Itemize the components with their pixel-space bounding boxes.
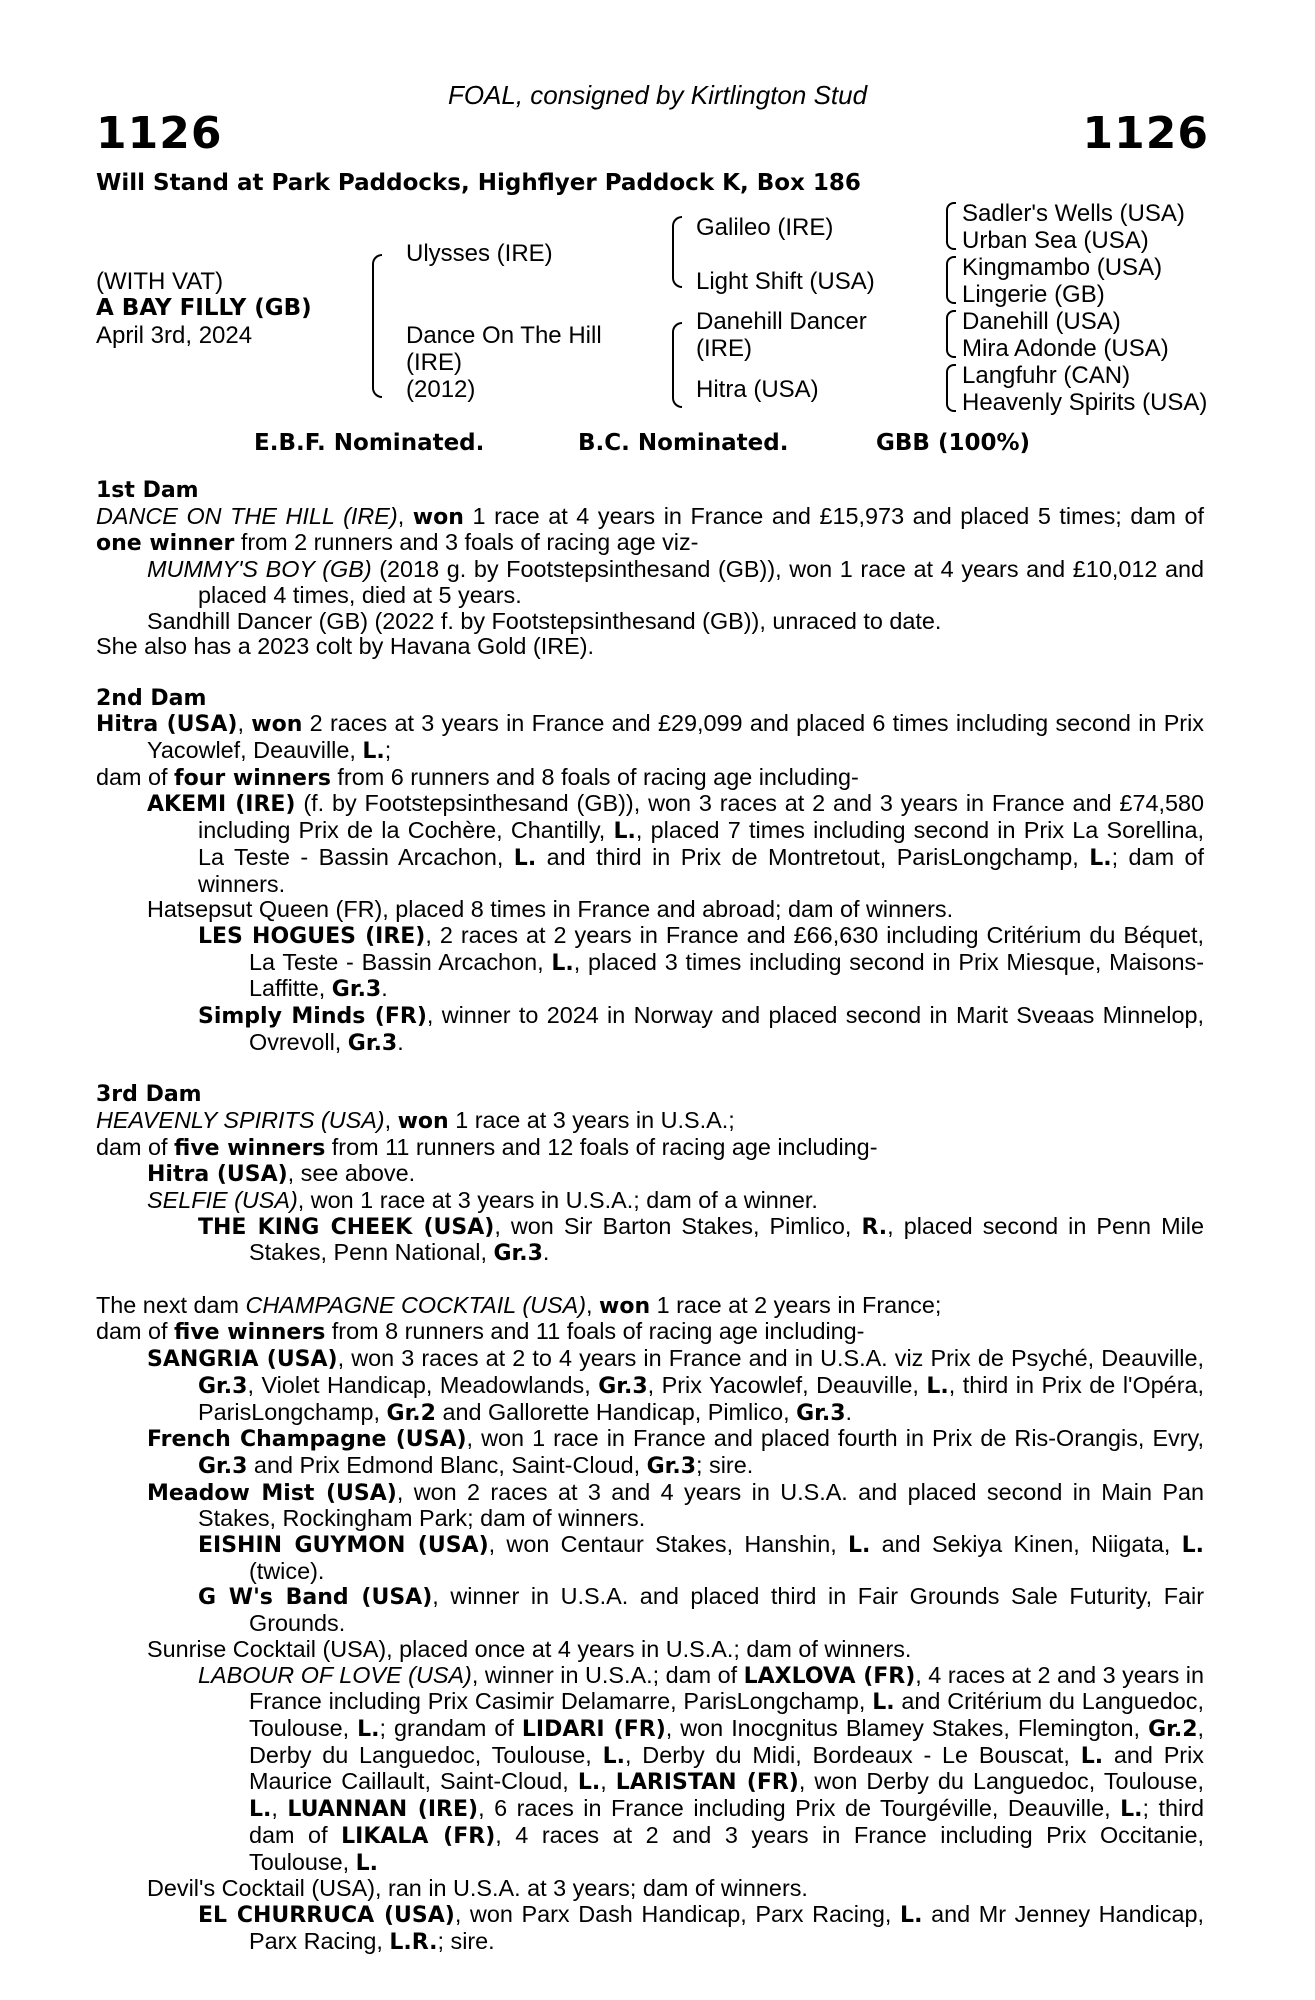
progeny-entry: SANGRIA (USA), won 3 races at 2 to 4 years in France and in U.S.A. viz Prix de Psyché, Deauville, Gr.3, Violet Handicap, Meadowlands, Gr.3, Prix Yacowlef, Deauville, L., third in Prix de l'Opéra, ParisLongchamp, Gr.2 and Gallorette Handicap, Pimlico, Gr.3.	[147, 1345, 1204, 1426]
ancestor-5: Danehill (USA)	[962, 308, 1121, 335]
progeny-entry: Hatsepsut Queen (FR), placed 8 times in France and abroad; dam of winners.	[147, 896, 954, 923]
second-dam-heading: 2nd Dam	[96, 685, 207, 711]
dam-name: DANCE ON THE HILL (IRE)	[96, 502, 398, 529]
third-dam-heading: 3rd Dam	[96, 1082, 202, 1108]
pedigree-brace-g56	[946, 310, 956, 358]
progeny-entry: Hitra (USA), see above.	[147, 1160, 416, 1188]
ancestor-3: Kingmambo (USA)	[962, 254, 1163, 281]
ancestor-8: Heavenly Spirits (USA)	[962, 389, 1208, 416]
dam-line-1: Dance On The Hill	[406, 322, 602, 349]
produce-summary: dam of five winners from 11 runners and 12 foals of racing age including-	[96, 1133, 878, 1161]
sire-dam: Light Shift (USA)	[696, 268, 875, 295]
sire-sire: Galileo (IRE)	[696, 214, 834, 241]
ancestor-4: Lingerie (GB)	[962, 281, 1105, 308]
produce-summary: dam of four winners from 6 runners and 8 foals of racing age including-	[96, 763, 859, 791]
vat-label: (WITH VAT)	[96, 268, 224, 295]
ancestor-7: Langfuhr (CAN)	[962, 362, 1131, 389]
ebf-nomination: E.B.F. Nominated.	[254, 430, 485, 456]
grandprogeny-entry: G W's Band (USA), winner in U.S.A. and placed third in Fair Grounds Sale Futurity, Fair Grounds.	[198, 1583, 1204, 1637]
foaling-date: April 3rd, 2024	[96, 322, 253, 349]
first-dam-paragraph: DANCE ON THE HILL (IRE), won 1 race at 4 years in France and £15,973 and placed 5 times; dam of one winner from 2 runners and 3 foals of racing age viz-	[96, 502, 1205, 557]
pedigree-brace-g12	[946, 202, 956, 250]
grandprogeny-entry: THE KING CHEEK (USA), won Sir Barton Stakes, Pimlico, R., placed second in Penn Mile Stakes, Penn National, Gr.3.	[198, 1212, 1204, 1267]
consignment-line: FOAL, consigned by Kirtlington Stud	[447, 80, 868, 110]
ancestor-1: Sadler's Wells (USA)	[962, 200, 1185, 227]
dam-dam: Hitra (USA)	[696, 376, 819, 403]
progeny-entry: Sunrise Cocktail (USA), placed once at 4 years in U.S.A.; dam of winners.	[147, 1635, 912, 1662]
lot-number-right: 1126	[1082, 108, 1209, 159]
progeny-entry: SELFIE (USA), won 1 race at 3 years in U.S.A.; dam of a winner.	[147, 1186, 818, 1213]
second-dam-paragraph: Hitra (USA), won 2 races at 3 years in France and £29,099 and placed 6 times including second in Prix Yacowlef, Deauville, L.;	[96, 710, 1204, 765]
grandprogeny-entry: Simply Minds (FR), winner to 2024 in Norway and placed second in Marit Sveaas Minnelop, Ovrevoll, Gr.3.	[198, 1002, 1204, 1056]
progeny-entry: MUMMY'S BOY (GB) (2018 g. by Footstepsinthesand (GB)), won 1 race at 4 years and £10,012 and placed 4 times, died at 5 years.	[147, 556, 1205, 608]
pedigree-brace-dam	[672, 322, 682, 408]
progeny-entry: French Champagne (USA), won 1 race in France and placed fourth in Prix de Ris-Orangis, Evry, Gr.3 and Prix Edmond Blanc, Saint-Cloud, Gr.3; sire.	[147, 1425, 1204, 1479]
pedigree-brace-main	[372, 254, 382, 398]
pedigree-details	[96, 478, 1204, 1955]
third-dam-paragraph: HEAVENLY SPIRITS (USA), won 1 race at 3 years in U.S.A.;	[96, 1106, 735, 1134]
stand-location: Will Stand at Park Paddocks, Highflyer Paddock K, Box 186	[96, 170, 861, 196]
dam-sire-line-2: (IRE)	[696, 335, 752, 362]
pedigree-brace-g34	[946, 256, 956, 304]
pedigree-brace-g78	[946, 364, 956, 412]
grandprogeny-entry: EL CHURRUCA (USA), won Parx Dash Handicap, Parx Racing, L. and Mr Jenney Handicap, Parx Racing, L.R.; sire.	[198, 1900, 1204, 1955]
progeny-entry: AKEMI (IRE) (f. by Footstepsinthesand (GB)), won 3 races at 2 and 3 years in France and £74,580 including Prix de la Cochère, Chantilly, L., placed 7 times including second in Prix La Sorellina, La Teste - Bassin Arcachon, L. and third in Prix de Montretout, ParisLongchamp, L.; dam of winners.	[147, 790, 1205, 897]
progeny-entry: Devil's Cocktail (USA), ran in U.S.A. at 3 years; dam of winners.	[147, 1875, 808, 1902]
dam-sire-line-1: Danehill Dancer	[696, 308, 867, 335]
sire: Ulysses (IRE)	[406, 240, 553, 267]
progeny-entry: Sandhill Dancer (GB) (2022 f. by Footstepsinthesand (GB)), unraced to date.	[147, 607, 942, 634]
ancestor-6: Mira Adonde (USA)	[962, 335, 1169, 362]
dam-line-3: (2012)	[406, 376, 476, 403]
dam-line-2: (IRE)	[406, 349, 462, 376]
grandprogeny-entry: LES HOGUES (IRE), 2 races at 2 years in France and £66,630 including Critérium du Béquet, La Teste - Bassin Arcachon, L., placed 3 times including second in Prix Miesque, Maisons-Laffitte, Gr.3.	[198, 921, 1204, 1003]
pedigree-brace-sire	[672, 216, 682, 288]
grandprogeny-entry: EISHIN GUYMON (USA), won Centaur Stakes, Hanshin, L. and Sekiya Kinen, Niigata, L. (twice).	[198, 1531, 1205, 1584]
progeny-note: She also has a 2023 colt by Havana Gold (IRE).	[96, 633, 594, 660]
progeny-entry: Meadow Mist (USA), won 2 races at 3 and 4 years in U.S.A. and placed second in Main Pan Stakes, Rockingham Park; dam of winners.	[147, 1478, 1204, 1532]
ancestor-2: Urban Sea (USA)	[962, 227, 1149, 254]
next-dam-paragraph: The next dam CHAMPAGNE COCKTAIL (USA), won 1 race at 2 years in France;	[96, 1291, 942, 1319]
gbb-status: GBB (100%)	[876, 430, 1031, 456]
bc-nomination: B.C. Nominated.	[578, 430, 789, 456]
grandprogeny-entry: LABOUR OF LOVE (USA), winner in U.S.A.; dam of LAXLOVA (FR), 4 races at 2 and 3 years in France including Prix Casimir Delamarre, ParisLongchamp, L. and Critérium du Languedoc, Toulouse, L.; grandam of LIDARI (FR), won Inocgnitus Blamey Stakes, Flemington, Gr.2, Derby du Languedoc, Toulouse, L., Derby du Midi, Bordeaux - Le Bouscat, L. and Prix Maurice Caillault, Saint-Cloud, L., LARISTAN (FR), won Derby du Languedoc, Toulouse, L., LUANNAN (IRE), 6 races in France including Prix de Tourgéville, Deauville, L.; third dam of LIKALA (FR), 4 races at 2 and 3 years in France including Prix Occitanie, Toulouse, L.	[198, 1661, 1205, 1876]
lot-number-left: 1126	[96, 108, 223, 159]
first-dam-heading: 1st Dam	[96, 478, 199, 503]
horse-name: A BAY FILLY (GB)	[96, 295, 312, 321]
produce-summary: dam of five winners from 8 runners and 11 foals of racing age including-	[96, 1318, 865, 1346]
